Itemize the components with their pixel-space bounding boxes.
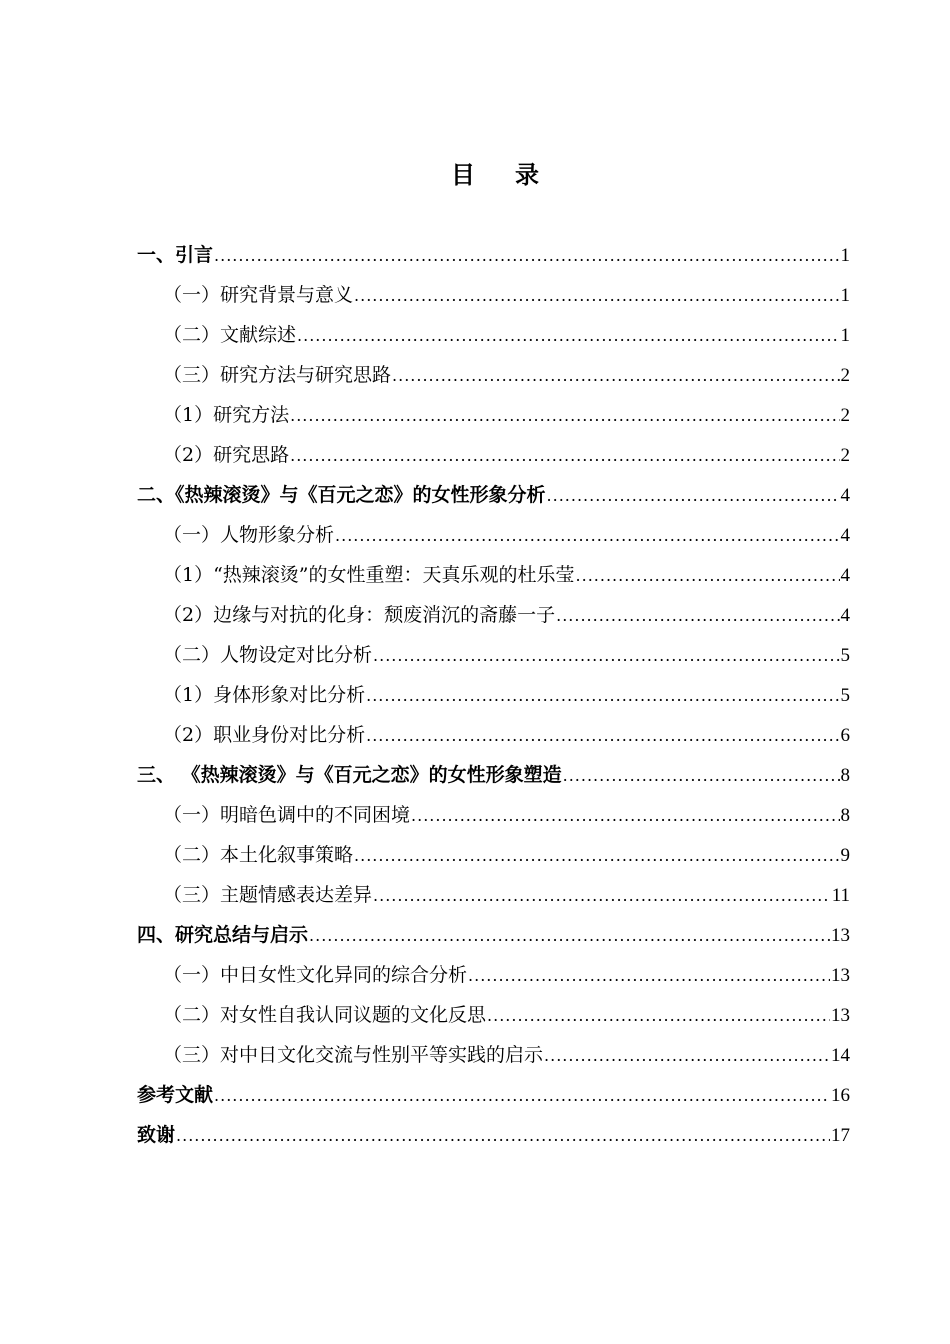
toc-entry[interactable] [137,635,850,675]
toc-entry[interactable] [137,275,850,315]
toc-entry-label: 边缘与对抗的化身：颓废消沉的斋藤一子 [213,604,556,626]
toc-entry-page: 1 [840,285,850,306]
toc-entry-page: 5 [840,645,850,666]
toc-entry[interactable] [137,395,850,435]
toc-leader-dots [309,916,830,956]
toc-entry-label: 一、引言 [137,244,214,266]
toc-leader-dots [468,956,830,996]
toc-entry-page: 9 [840,845,850,866]
toc-entry-label: 参考文献 [137,1084,214,1106]
toc-entry-page: 4 [840,525,850,546]
page-title [0,158,950,192]
toc-entry-number: （一） [163,964,221,986]
toc-leader-dots [354,276,839,316]
toc-entry[interactable] [137,315,850,355]
toc-entry[interactable] [137,1115,850,1155]
toc-entry-number: （一） [163,524,221,546]
toc-entry[interactable] [137,555,850,595]
toc-entry-label: 对女性自我认同议题的文化反思 [220,1004,487,1026]
toc-entry[interactable] [137,835,850,875]
toc-leader-dots [373,876,831,916]
toc-entry-label: 身体形象对比分析 [213,684,366,706]
toc-leader-dots [290,396,839,436]
toc-entry-page: 1 [840,325,850,346]
toc-entry[interactable] [137,475,850,515]
toc-entry-number: （1） [163,404,214,426]
toc-entry-page: 17 [831,1125,850,1146]
toc-leader-dots [176,1116,830,1156]
toc-entry-page: 13 [831,925,850,946]
toc-entry-number: （二） [163,844,221,866]
toc-entry-number: （二） [163,644,221,666]
toc-entry-page: 6 [840,725,850,746]
toc-entry-label: 本土化叙事策略 [220,844,354,866]
toc-entry-label: 四、研究总结与启示 [137,924,309,946]
toc-entry-page: 16 [831,1085,850,1106]
toc-entry-label: 职业身份对比分析 [213,724,366,746]
toc-entry-page: 14 [831,1045,850,1066]
toc-entry-number: （2） [163,444,214,466]
toc-leader-dots [544,1036,830,1076]
toc-entry[interactable] [137,675,850,715]
toc-entry-label: 人物形象分析 [220,524,335,546]
toc-leader-dots [366,676,839,716]
toc-leader-dots [354,836,839,876]
toc-entry-number: （二） [163,324,221,346]
toc-entry-label: 明暗色调中的不同困境 [220,804,411,826]
toc-entry-label: 研究方法 [213,404,290,426]
toc-leader-dots [547,476,840,516]
toc-entry-number: （三） [163,884,221,906]
toc-entry-page: 8 [840,765,850,786]
toc-entry-number: （1） [163,684,214,706]
toc-entry-label: 致谢 [137,1124,176,1146]
toc-entry-label: 二、《热辣滚烫》与《百元之恋》的女性形象分析 [137,484,546,506]
toc-entry-page: 4 [840,605,850,626]
toc-leader-dots [487,996,830,1036]
table-of-contents [137,235,850,1155]
toc-leader-dots [297,316,839,356]
toc-entry-number: （1） [163,564,214,586]
toc-leader-dots [366,716,839,756]
toc-entry-label: 研究背景与意义 [220,284,354,306]
toc-entry-page: 2 [840,445,850,466]
toc-leader-dots [214,236,839,276]
toc-entry-label: 研究方法与研究思路 [220,364,392,386]
toc-leader-dots [335,516,839,556]
toc-entry-label: 三、 《热辣滚烫》与《百元之恋》的女性形象塑造 [137,764,562,786]
toc-entry-number: （三） [163,1044,221,1066]
toc-entry-page: 5 [840,685,850,706]
toc-entry-page: 4 [840,565,850,586]
title-char-2: 录 [515,161,539,189]
toc-entry-number: （一） [163,284,221,306]
toc-entry[interactable] [137,755,850,795]
toc-entry[interactable] [137,235,850,275]
title-char-1: 目 [451,161,475,189]
toc-entry-number: （2） [163,604,214,626]
toc-entry[interactable] [137,1075,850,1115]
toc-entry-label: 文献综述 [220,324,297,346]
toc-entry[interactable] [137,955,850,995]
toc-entry-page: 2 [840,365,850,386]
toc-entry[interactable] [137,875,850,915]
toc-leader-dots [556,596,839,636]
toc-entry[interactable] [137,995,850,1035]
toc-entry-page: 13 [831,965,850,986]
toc-leader-dots [214,1076,830,1116]
toc-entry-page: 8 [840,805,850,826]
toc-entry-page: 4 [840,485,850,506]
toc-entry-number: （2） [163,724,214,746]
toc-entry-label: “热辣滚烫”的女性重塑：天真乐观的杜乐莹 [213,564,575,586]
toc-entry[interactable] [137,595,850,635]
toc-entry-label: 研究思路 [213,444,290,466]
toc-entry-page: 11 [831,885,850,906]
toc-entry[interactable] [137,435,850,475]
toc-entry-page: 2 [840,405,850,426]
toc-entry[interactable] [137,1035,850,1075]
toc-entry-label: 人物设定对比分析 [220,644,373,666]
toc-entry-page: 1 [840,245,850,266]
toc-entry[interactable] [137,795,850,835]
toc-entry[interactable] [137,515,850,555]
toc-leader-dots [373,636,839,676]
toc-leader-dots [290,436,839,476]
toc-entry-number: （二） [163,1004,221,1026]
toc-leader-dots [392,356,839,396]
toc-entry-number: （三） [163,364,221,386]
toc-entry-label: 中日女性文化异同的综合分析 [220,964,468,986]
toc-entry-label: 主题情感表达差异 [220,884,373,906]
toc-leader-dots [411,796,839,836]
toc-entry[interactable] [137,715,850,755]
toc-entry[interactable] [137,355,850,395]
toc-entry-number: （一） [163,804,221,826]
toc-leader-dots [576,556,840,596]
toc-leader-dots [563,756,840,796]
toc-entry-label: 对中日文化交流与性别平等实践的启示 [220,1044,544,1066]
toc-entry-page: 13 [831,1005,850,1026]
toc-entry[interactable] [137,915,850,955]
